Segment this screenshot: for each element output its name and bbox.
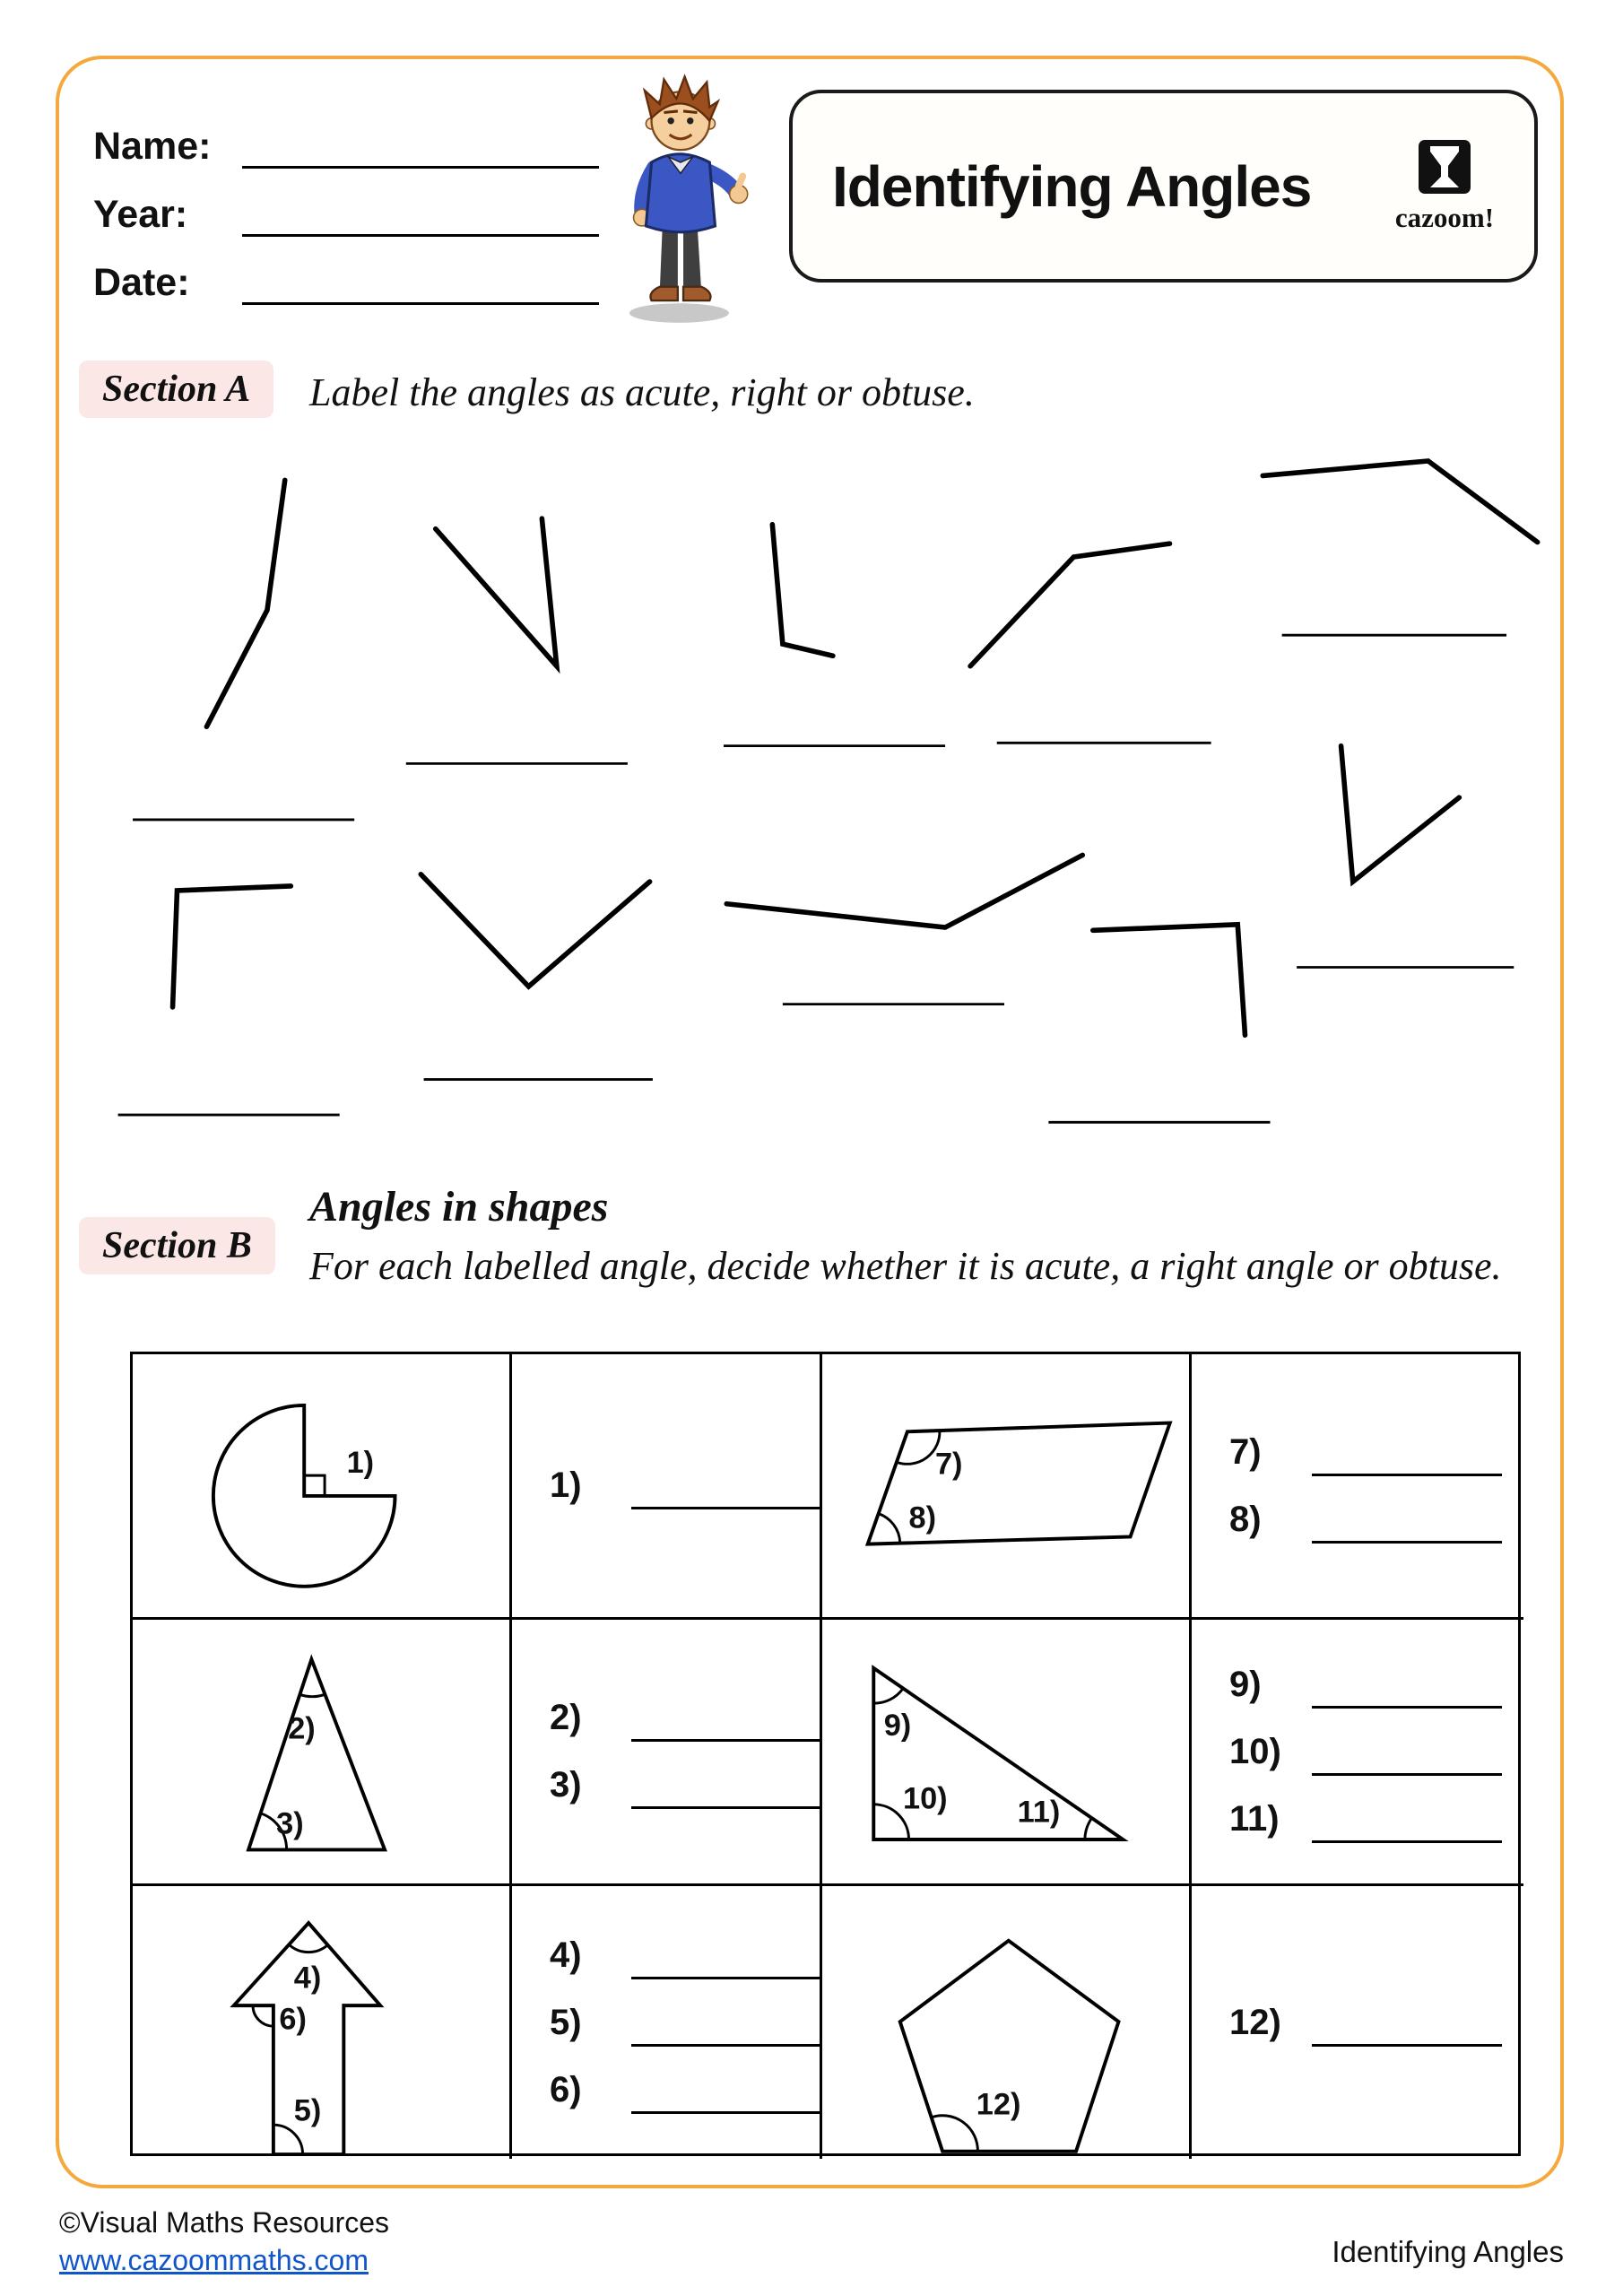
answer-write-line-9[interactable] <box>1312 1667 1502 1709</box>
shape-cell-triangle <box>133 1620 512 1886</box>
shape-cell-parallelogram <box>822 1354 1192 1620</box>
angle-label-2: 2) <box>288 1711 316 1746</box>
boy-left-shoe <box>650 287 677 300</box>
angle-label-12: 12) <box>976 2087 1021 2122</box>
cazoom-brand-text: cazoom! <box>1394 201 1495 233</box>
answer-cell-7-8 <box>1192 1354 1523 1620</box>
angles-in-shapes-table <box>130 1352 1521 2156</box>
worksheet-title-box <box>789 90 1538 283</box>
angle-figure-8 <box>726 855 1082 927</box>
answer-cell-9-10-11 <box>1192 1620 1523 1886</box>
answer-number-1: 1) <box>550 1465 582 1505</box>
boy-shadow <box>629 303 729 323</box>
answer-write-line-6[interactable] <box>631 2073 820 2114</box>
angle-label-3: 3) <box>276 1806 304 1841</box>
shape-cell-pacman <box>133 1354 512 1620</box>
parallelogram-shape-svg <box>822 1354 1189 1617</box>
answer-row-8 <box>1229 1500 1523 1540</box>
cazoom-logo <box>1373 139 1516 234</box>
answer-row-11 <box>1229 1799 1523 1839</box>
answer-row-3 <box>550 1765 820 1805</box>
shape-cell-arrow <box>133 1886 512 2159</box>
angle-figure-4 <box>970 544 1169 666</box>
angle-figure-10 <box>1341 746 1460 882</box>
name-input-line[interactable] <box>242 124 599 169</box>
answer-cell-2-3 <box>512 1620 822 1886</box>
angle-label-7: 7) <box>934 1447 963 1482</box>
answer-write-line-7[interactable] <box>1312 1435 1502 1476</box>
right-triangle-shape-svg <box>822 1620 1189 1883</box>
section-b-label: Section B <box>79 1217 275 1274</box>
answer-cell-1 <box>512 1354 822 1620</box>
page-title: Identifying Angles <box>832 153 1312 219</box>
angle-figure-6 <box>173 886 291 1007</box>
arrow-shape-svg <box>133 1886 509 2159</box>
cartoon-boy-illustration <box>599 63 765 323</box>
name-label: Name: <box>93 125 212 168</box>
right-angle-marker <box>304 1475 325 1496</box>
answer-number-10: 10) <box>1229 1731 1281 1771</box>
section-a-instruction: Label the angles as acute, right or obtuse. <box>309 370 975 414</box>
pentagon-shape-svg <box>822 1886 1189 2159</box>
angle-label-4: 4) <box>293 1961 322 1996</box>
angle-figure-9 <box>1093 925 1245 1035</box>
answer-row-6 <box>550 2070 820 2110</box>
answer-row-5 <box>550 2003 820 2043</box>
answer-write-line-3[interactable] <box>631 1768 820 1809</box>
answer-write-line-1[interactable] <box>631 1468 820 1509</box>
answer-write-line-10[interactable] <box>1312 1735 1502 1776</box>
answer-number-7: 7) <box>1229 1431 1262 1472</box>
footer-copyright: ©Visual Maths Resources <box>59 2206 390 2239</box>
answer-number-4: 4) <box>550 1935 582 1975</box>
triangle-shape <box>248 1659 385 1849</box>
answer-row-1 <box>550 1465 820 1506</box>
boy-right-eye <box>687 117 693 124</box>
cartoon-boy-svg <box>599 63 765 326</box>
answer-cell-4-5-6 <box>512 1886 822 2159</box>
angle-figure-2 <box>436 518 557 666</box>
boy-right-shoe <box>683 287 710 300</box>
cazoom-logo-icon <box>1417 139 1472 198</box>
angle-figure-3 <box>772 525 833 656</box>
angle-label-6: 6) <box>279 2002 307 2037</box>
answer-number-8: 8) <box>1229 1499 1262 1539</box>
answer-number-2: 2) <box>550 1698 582 1737</box>
angle-label-11: 11) <box>1017 1795 1061 1830</box>
answer-write-line-12[interactable] <box>1312 2005 1502 2047</box>
answer-number-5: 5) <box>550 2002 582 2042</box>
section-b-heading: Angles in shapes <box>309 1183 609 1231</box>
answer-cell-12 <box>1192 1886 1523 2159</box>
answer-number-9: 9) <box>1229 1664 1262 1704</box>
answer-write-line-5[interactable] <box>631 2005 820 2047</box>
answer-write-line-2[interactable] <box>631 1700 820 1742</box>
answer-row-7 <box>1229 1432 1523 1473</box>
angle-label-1: 1) <box>346 1445 375 1480</box>
answer-write-line-8[interactable] <box>1312 1502 1502 1544</box>
date-field-row <box>93 237 599 305</box>
boy-left-eye <box>667 117 673 124</box>
answer-row-10 <box>1229 1732 1523 1772</box>
angle-arc-6 <box>253 2005 273 2026</box>
answer-write-line-11[interactable] <box>1312 1802 1502 1843</box>
angle-label-5: 5) <box>293 2093 322 2128</box>
year-input-line[interactable] <box>242 192 599 237</box>
footer-website-link[interactable]: www.cazoommaths.com <box>59 2244 369 2276</box>
angle-figure-1 <box>206 480 284 726</box>
angle-label-10: 10) <box>902 1781 948 1816</box>
boy-thumb-up <box>739 176 743 186</box>
answer-number-12: 12) <box>1229 2002 1281 2042</box>
angle-figure-5 <box>1263 461 1537 543</box>
year-label: Year: <box>93 193 188 236</box>
year-field-row <box>93 169 599 237</box>
angle-figure-7 <box>421 874 649 987</box>
date-input-line[interactable] <box>242 260 599 305</box>
angle-label-8: 8) <box>908 1500 937 1535</box>
answer-row-2 <box>550 1698 820 1738</box>
shape-cell-right-triangle <box>822 1620 1192 1886</box>
answer-number-6: 6) <box>550 2069 582 2109</box>
answer-row-9 <box>1229 1665 1523 1705</box>
pacman-shape-svg <box>133 1354 509 1617</box>
section-a-label: Section A <box>79 361 273 418</box>
date-label: Date: <box>93 261 190 304</box>
section-a-angle-figures <box>62 436 1586 1144</box>
answer-write-line-4[interactable] <box>631 1938 820 1979</box>
answer-row-12 <box>1229 2003 1523 2043</box>
shape-cell-pentagon <box>822 1886 1192 2159</box>
name-field-row <box>93 100 599 169</box>
student-fields <box>93 100 599 305</box>
triangle-shape-svg <box>133 1620 509 1883</box>
footer-document-title: Identifying Angles <box>1332 2235 1564 2268</box>
circle-sector-shape <box>213 1405 395 1587</box>
answer-number-11: 11) <box>1229 1798 1280 1839</box>
answer-row-4 <box>550 1935 820 1976</box>
section-b-instruction: For each labelled angle, decide whether it is acute, a right angle or obtuse. <box>309 1244 1502 1288</box>
angle-label-9: 9) <box>883 1709 912 1744</box>
answer-number-3: 3) <box>550 1765 582 1805</box>
